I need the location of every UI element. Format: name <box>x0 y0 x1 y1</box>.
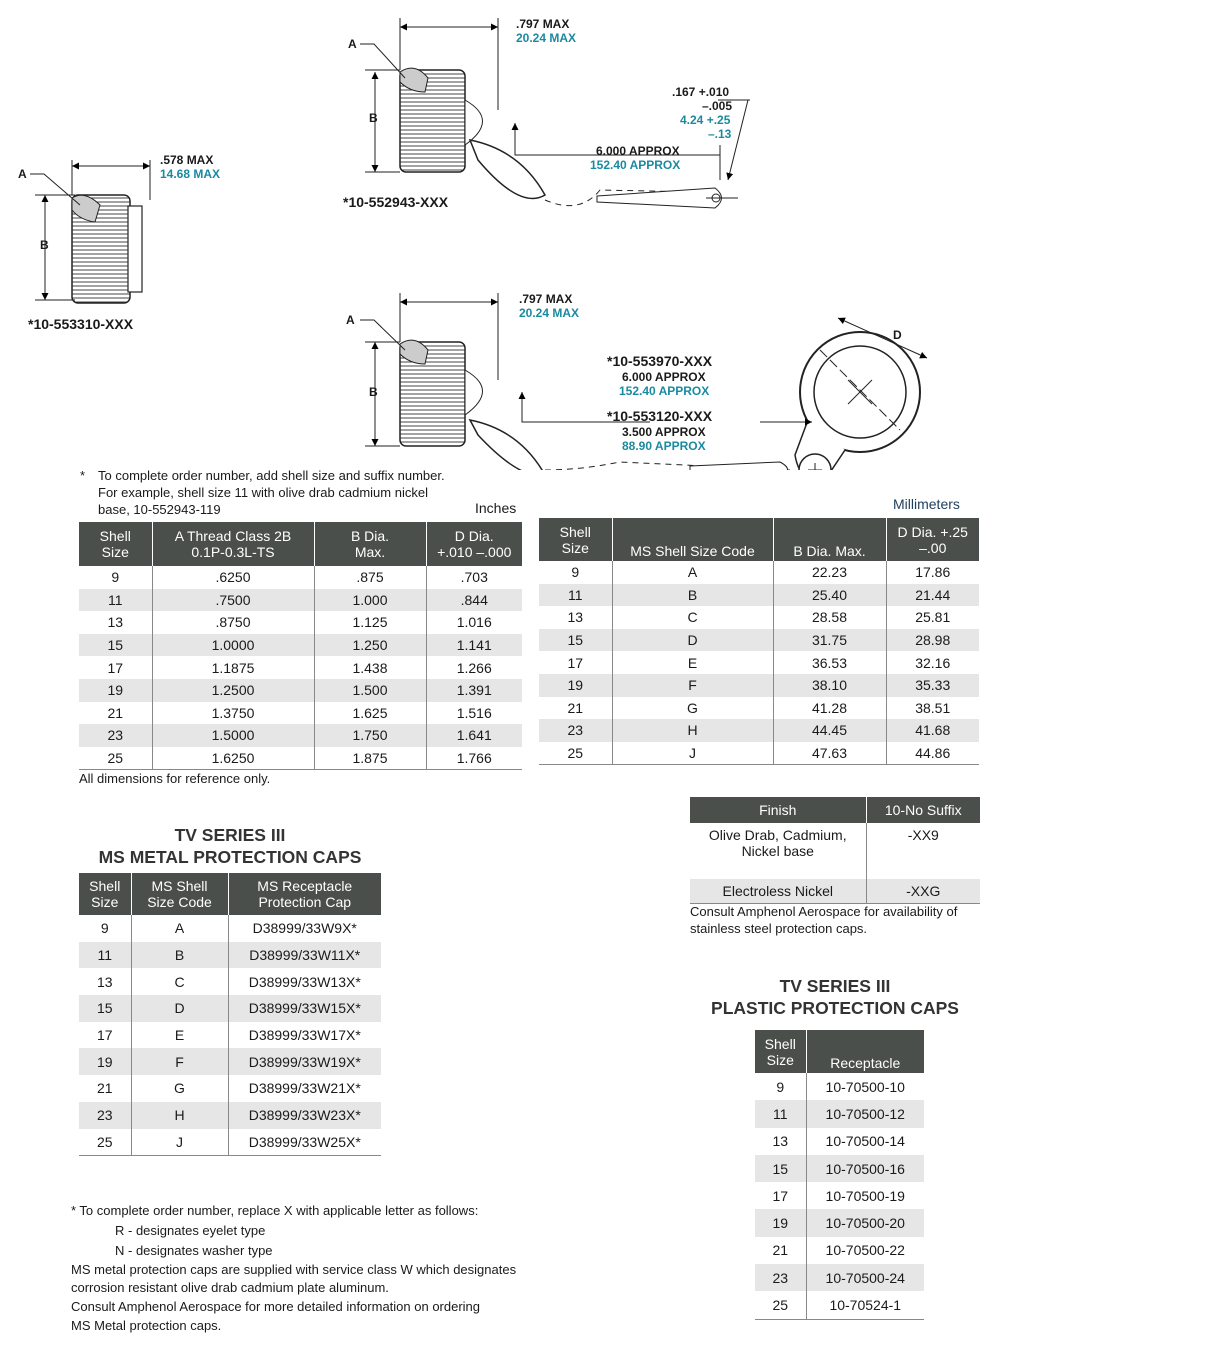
table-cell: 23 <box>79 724 152 747</box>
part-553970-mm: 152.40 APPROX <box>619 384 710 398</box>
table-cell: 9 <box>79 915 131 942</box>
bottom-cap-label-a: A <box>346 313 355 327</box>
table-row <box>755 1100 924 1127</box>
table-cell: .6250 <box>152 566 314 589</box>
table-cell: 23 <box>539 719 612 742</box>
table-cell: 10-70500-10 <box>825 1078 905 1095</box>
table-cell: 19 <box>79 679 152 702</box>
finish-note-line1: Consult Amphenol Aerospace for availability of <box>690 904 958 919</box>
table-cell: 9 <box>755 1073 806 1100</box>
table-row <box>79 634 522 657</box>
bottom-cap-label-d: D <box>893 328 902 342</box>
technical-drawings <box>0 0 1224 470</box>
table-cell: .8750 <box>152 611 314 634</box>
table-cell: 36.53 <box>773 651 886 674</box>
small-cap-label-a: A <box>18 167 27 181</box>
top-cap-dim-mm: 20.24 MAX <box>516 31 577 45</box>
table-cell: 1.6250 <box>152 747 314 770</box>
table-cell: 1.500 <box>314 679 426 702</box>
table-cell: .844 <box>426 589 522 612</box>
finish-note <box>690 903 957 937</box>
table-cell: 17 <box>79 1022 131 1049</box>
table-cell: 1.516 <box>456 704 492 721</box>
table-cell: 11 <box>539 584 612 607</box>
table-cell: E <box>131 1022 228 1049</box>
top-cap-tol-inch-1: .167 +.010 <box>672 85 730 99</box>
table-cell: 25.40 <box>773 584 886 607</box>
table-cell: 1.0000 <box>152 634 314 657</box>
bottom-note-line3: N - designates washer type <box>115 1243 273 1258</box>
table-cell: F <box>612 674 773 697</box>
table-header <box>131 873 228 915</box>
table-cell: F <box>131 1048 228 1075</box>
table-row <box>539 742 979 765</box>
table-cell: 1.141 <box>426 634 522 657</box>
table-row <box>755 1264 924 1291</box>
table-cell: 1.1875 <box>152 656 314 679</box>
table-cell: 17 <box>539 651 612 674</box>
table-cell: .7500 <box>152 589 314 612</box>
inches-caption: Inches <box>475 500 517 516</box>
table-row <box>79 702 522 725</box>
table-cell: 17 <box>755 1182 806 1209</box>
order-note-star: * <box>80 468 86 483</box>
table-cell: A <box>612 561 773 584</box>
table-cell: D38999/33W25X* <box>228 1129 381 1156</box>
table-cell: 44.86 <box>886 742 979 765</box>
table-row <box>755 1155 924 1182</box>
table-cell: 13 <box>79 611 152 634</box>
table-cell: D38999/33W21X* <box>248 1080 361 1097</box>
table-header <box>755 1030 806 1073</box>
bottom-cap-label-b: B <box>369 385 378 399</box>
table-row <box>755 1182 924 1209</box>
table-cell: 11 <box>79 942 131 969</box>
table-header <box>886 518 979 561</box>
table-cell: 1.875 <box>314 747 426 770</box>
table-row <box>79 566 522 589</box>
table-cell: 1.5000 <box>152 724 314 747</box>
table-cell: C <box>612 606 773 629</box>
table-cell: 19 <box>79 1048 131 1075</box>
table-cell: 35.33 <box>886 674 979 697</box>
table-cell: D38999/33W13X* <box>248 973 361 990</box>
table-cell: 21 <box>539 697 612 720</box>
table-cell: B <box>131 942 228 969</box>
table-cell: 25 <box>79 747 152 770</box>
table-cell: 10-70500-22 <box>825 1242 905 1259</box>
table-cell: 15 <box>79 995 131 1022</box>
table-cell: 1.766 <box>426 747 522 770</box>
table-cell: D38999/33W19X* <box>228 1048 381 1075</box>
small-cap-part-number: *10-553310-XXX <box>28 316 134 332</box>
bottom-cap-dim-mm: 20.24 MAX <box>519 306 580 320</box>
table-header <box>690 797 866 823</box>
table-row <box>539 697 979 720</box>
order-note <box>98 467 445 518</box>
header-line: D Dia. <box>454 528 494 544</box>
bottom-note-line4: MS metal protection caps are supplied with service class W which designates <box>71 1262 517 1277</box>
table-row <box>79 1022 381 1049</box>
top-cap-part-number: *10-552943-XXX <box>343 194 449 210</box>
table-cell: H <box>612 719 773 742</box>
table-header <box>228 873 381 915</box>
header-line: 10-No Suffix <box>884 802 962 818</box>
table-cell: .875 <box>314 566 426 589</box>
table-cell: 17.86 <box>915 564 951 581</box>
table-row <box>539 629 979 652</box>
table-header <box>314 522 426 566</box>
table-row <box>539 606 979 629</box>
table-row <box>755 1291 924 1319</box>
table-cell: 10-70500-12 <box>806 1100 924 1127</box>
table-cell: .703 <box>460 569 488 586</box>
table-header <box>79 522 152 566</box>
bottom-note-line2: R - designates eyelet type <box>115 1223 266 1238</box>
table-cell: 15 <box>539 629 612 652</box>
table-cell: 41.68 <box>886 719 979 742</box>
part-553120: *10-553120-XXX <box>607 408 713 424</box>
table-cell: D38999/33W11X* <box>228 942 381 969</box>
header-line: 0.1P-0.3L-TS <box>191 544 275 560</box>
table-row <box>79 942 381 969</box>
bottom-note-line6: Consult Amphenol Aerospace for more detailed information on ordering <box>71 1299 481 1314</box>
table-row <box>79 915 381 942</box>
plastic-table <box>755 1030 924 1320</box>
header-line: D Dia. +.25 <box>897 523 968 540</box>
table-cell: J <box>612 742 773 765</box>
table-cell: 1.266 <box>456 659 492 676</box>
table-header <box>426 522 522 566</box>
table-cell: 10-70524-1 <box>806 1291 924 1319</box>
table-cell: 13 <box>539 606 612 629</box>
table-cell: D <box>131 995 228 1022</box>
table-row <box>539 584 979 607</box>
top-cap-tol-mm-1: 4.24 +.25 <box>680 113 731 127</box>
table-cell: D38999/33W17X* <box>248 1027 361 1044</box>
order-note-line1: To complete order number, add shell size and suffix number. <box>98 468 445 483</box>
table-row <box>79 611 522 634</box>
table-cell: G <box>131 1075 228 1102</box>
part-553120-mm: 88.90 APPROX <box>622 439 706 453</box>
table-row <box>539 651 979 674</box>
table-cell: 10-70500-24 <box>806 1264 924 1291</box>
table-cell: 1.391 <box>426 679 522 702</box>
table-cell: Olive Drab, Cadmium, Nickel base <box>690 823 866 879</box>
ms-metal-title-line2: MS METAL PROTECTION CAPS <box>98 847 362 867</box>
table-cell: C <box>131 968 228 995</box>
header-line: B Dia. <box>350 528 390 544</box>
table-cell: 11 <box>755 1100 806 1127</box>
table-cell: 1.125 <box>314 611 426 634</box>
table-cell: 15 <box>79 634 152 657</box>
ms-metal-table <box>79 873 381 1156</box>
header-line: Finish <box>759 802 797 818</box>
finish-note-line2: stainless steel protection caps. <box>690 921 868 936</box>
table-cell: 38.10 <box>773 674 886 697</box>
table-cell: 19 <box>539 674 612 697</box>
table-row <box>79 724 522 747</box>
table-cell: 1.2500 <box>152 679 314 702</box>
top-cap-tol-mm-2: –.13 <box>708 127 732 141</box>
table-row <box>755 1128 924 1155</box>
header-line: +.010 –.000 <box>437 544 512 560</box>
table-header <box>539 518 612 561</box>
table-cell: 10-70500-14 <box>825 1133 905 1150</box>
table-cell: 32.16 <box>915 654 951 671</box>
table-row <box>79 995 381 1022</box>
table-cell: 47.63 <box>773 742 886 765</box>
header-line: MS Shell <box>151 878 208 894</box>
table-cell: 1.250 <box>314 634 426 657</box>
table-header <box>612 518 773 561</box>
table-cell: A <box>131 915 228 942</box>
table-cell: 28.58 <box>773 606 886 629</box>
table-cell: G <box>612 697 773 720</box>
inches-table <box>79 522 522 770</box>
table-cell: 21 <box>79 702 152 725</box>
part-553970-inch: 6.000 APPROX <box>622 370 706 384</box>
plastic-title-line1: TV SERIES III <box>779 976 891 996</box>
table-cell: 44.45 <box>773 719 886 742</box>
header-line: MS Shell Size Code <box>630 543 755 559</box>
table-cell: 1.438 <box>314 656 426 679</box>
ms-metal-title-line1: TV SERIES III <box>174 825 286 845</box>
table-cell: 25 <box>755 1291 806 1319</box>
small-cap-dim-inch: .578 MAX <box>160 153 214 167</box>
order-note-line3: base, 10-552943-119 <box>98 502 221 517</box>
header-line: B Dia. Max. <box>793 543 866 559</box>
table-row <box>755 1237 924 1264</box>
table-row <box>539 719 979 742</box>
header-line: Max. <box>354 544 386 560</box>
table-row <box>79 679 522 702</box>
header-line: Size <box>91 894 119 910</box>
table-cell: 23 <box>79 1102 131 1129</box>
table-row <box>539 674 979 697</box>
table-cell: 31.75 <box>773 629 886 652</box>
top-cap-label-b: B <box>369 111 378 125</box>
table-header <box>152 522 314 566</box>
top-cap-length-mm: 152.40 APPROX <box>590 158 681 172</box>
bottom-cap-dim-inch: .797 MAX <box>519 292 573 306</box>
table-cell: Electroless Nickel <box>690 879 866 904</box>
table-cell: D38999/33W15X* <box>228 995 381 1022</box>
table-row <box>690 879 980 904</box>
table-cell: 1.641 <box>426 724 522 747</box>
table-cell: 25.81 <box>915 609 951 626</box>
table-cell: 1.016 <box>456 614 492 631</box>
table-cell: 19 <box>755 1209 806 1236</box>
part-553120-inch: 3.500 APPROX <box>622 425 706 439</box>
order-note-line2: For example, shell size 11 with olive drab cadmium nickel <box>98 485 428 500</box>
header-line: Protection Cap <box>258 894 352 910</box>
table-cell: D <box>612 629 773 652</box>
top-cap-tol-inch-2: –.005 <box>702 99 733 113</box>
table-cell: 9 <box>79 566 152 589</box>
reference-footnote: All dimensions for reference only. <box>79 771 271 786</box>
ms-metal-title <box>79 824 381 868</box>
table-row <box>79 1075 381 1102</box>
bottom-note-line1: * To complete order number, replace X with applicable letter as follows: <box>71 1203 479 1218</box>
header-line: MS Receptacle <box>257 878 353 894</box>
part-553970: *10-553970-XXX <box>607 353 713 369</box>
table-cell: 13 <box>79 968 131 995</box>
top-cap-dim-inch: .797 MAX <box>516 17 570 31</box>
header-line: Size <box>766 1051 794 1068</box>
header-line: Shell <box>764 1035 796 1052</box>
table-cell: 22.23 <box>773 561 886 584</box>
table-row <box>79 1048 381 1075</box>
table-cell: 13 <box>755 1128 806 1155</box>
table-row <box>755 1073 924 1100</box>
table-cell: 21 <box>755 1237 806 1264</box>
header-line: A Thread Class 2B <box>174 528 292 544</box>
table-cell: 10-70500-20 <box>806 1209 924 1236</box>
table-cell: 21 <box>79 1075 131 1102</box>
table-cell: -XX9 <box>907 827 939 843</box>
table-header <box>866 797 980 823</box>
table-cell: 10-70500-19 <box>825 1187 905 1204</box>
table-cell: 25 <box>539 742 612 765</box>
table-row <box>539 561 979 584</box>
table-header <box>79 873 131 915</box>
table-row <box>755 1209 924 1236</box>
table-row <box>79 1102 381 1129</box>
table-cell: 1.625 <box>314 702 426 725</box>
table-cell: D38999/33W23X* <box>228 1102 381 1129</box>
top-cap-length-inch: 6.000 APPROX <box>596 144 680 158</box>
plastic-title-line2: PLASTIC PROTECTION CAPS <box>711 998 959 1018</box>
table-cell: B <box>612 584 773 607</box>
table-cell: 1.3750 <box>152 702 314 725</box>
table-cell: 21.44 <box>886 584 979 607</box>
table-cell: E <box>612 651 773 674</box>
table-cell: 11 <box>79 589 152 612</box>
table-row <box>79 589 522 612</box>
header-line: Shell <box>559 523 591 540</box>
table-row <box>79 1129 381 1156</box>
header-line: Size <box>101 544 129 560</box>
table-cell: 10-70500-16 <box>806 1155 924 1182</box>
header-line: Shell <box>99 528 131 544</box>
mm-table <box>539 518 979 765</box>
bottom-note-line5: corrosion resistant olive drab cadmium plate aluminum. <box>71 1280 389 1295</box>
header-line: Size <box>561 539 589 556</box>
header-line: Shell <box>89 878 121 894</box>
table-cell: 9 <box>539 561 612 584</box>
table-row <box>79 968 381 995</box>
table-cell: 41.28 <box>773 697 886 720</box>
table-cell: 15 <box>755 1155 806 1182</box>
header-line: Receptacle <box>830 1055 901 1071</box>
table-cell: 1.000 <box>314 589 426 612</box>
table-header <box>806 1030 924 1073</box>
table-cell: J <box>131 1129 228 1156</box>
plastic-title <box>690 975 980 1019</box>
table-cell: 17 <box>79 656 152 679</box>
table-header <box>773 518 886 561</box>
top-cap-label-a: A <box>348 37 357 51</box>
finish-table <box>690 797 980 904</box>
bottom-note-line7: MS Metal protection caps. <box>71 1318 222 1333</box>
small-cap-label-b: B <box>40 238 49 252</box>
mm-caption: Millimeters <box>893 496 960 512</box>
table-cell: -XXG <box>866 879 980 904</box>
table-row <box>690 823 980 879</box>
table-cell: 28.98 <box>886 629 979 652</box>
table-cell: 25 <box>79 1129 131 1156</box>
bottom-notes <box>71 1201 516 1335</box>
table-cell: 23 <box>755 1264 806 1291</box>
table-cell: D38999/33W9X* <box>252 920 357 937</box>
small-cap-dim-mm: 14.68 MAX <box>160 167 221 181</box>
table-cell: 1.750 <box>314 724 426 747</box>
small-cap-drawing <box>30 160 150 303</box>
table-row <box>79 747 522 770</box>
header-line: Size Code <box>147 894 212 910</box>
table-cell: H <box>131 1102 228 1129</box>
table-cell: 38.51 <box>915 699 951 716</box>
header-line: –.00 <box>919 539 947 556</box>
table-row <box>79 656 522 679</box>
